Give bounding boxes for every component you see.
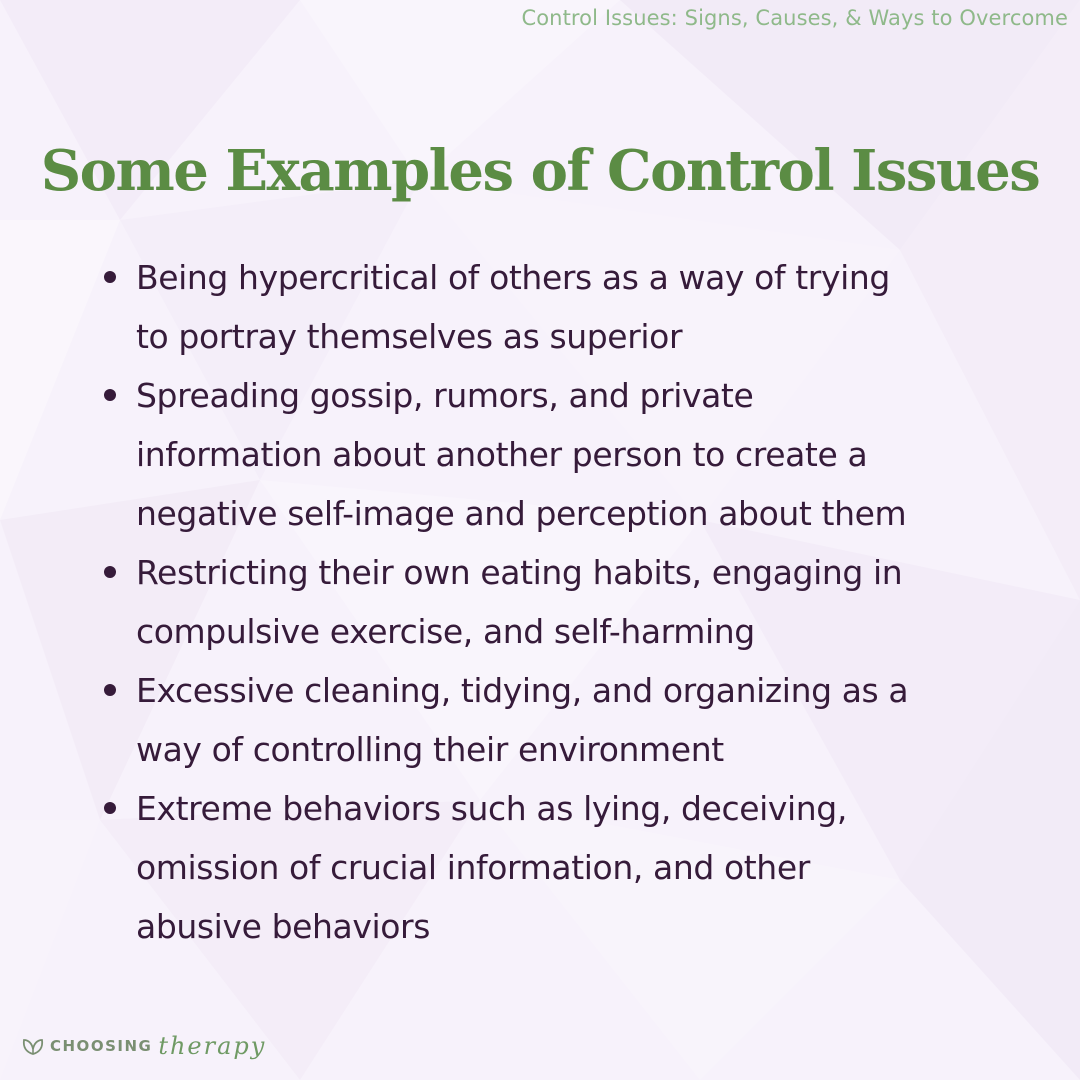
bullet-line: abusive behaviors xyxy=(136,907,431,946)
bullet-line: information about another person to create a xyxy=(136,435,868,474)
leaf-icon xyxy=(22,1036,44,1056)
bullet-line: Being hypercritical of others as a way of trying xyxy=(136,258,890,297)
bullet-item xyxy=(102,366,1042,543)
bullet-dot-icon xyxy=(104,389,116,401)
bullet-line: omission of crucial information, and other xyxy=(136,848,810,887)
bullet-line: Spreading gossip, rumors, and private xyxy=(136,376,754,415)
header-caption: Control Issues: Signs, Causes, & Ways to Overcome xyxy=(521,6,1068,30)
bullet-item xyxy=(102,779,1042,956)
bullet-line: way of controlling their environment xyxy=(136,730,724,769)
bullet-line: negative self-image and perception about them xyxy=(136,494,907,533)
page-title: Some Examples of Control Issues xyxy=(40,138,1040,204)
bullet-line: Extreme behaviors such as lying, deceiving, xyxy=(136,789,847,828)
bullet-dot-icon xyxy=(104,802,116,814)
bullet-line: compulsive exercise, and self-harming xyxy=(136,612,755,651)
brand-logo xyxy=(22,1032,266,1060)
bullet-line: to portray themselves as superior xyxy=(136,317,683,356)
bullet-line: Excessive cleaning, tidying, and organizing as a xyxy=(136,671,909,710)
bullet-dot-icon xyxy=(104,271,116,283)
bullet-dot-icon xyxy=(104,684,116,696)
bullet-item xyxy=(102,543,1042,661)
bullet-line: Restricting their own eating habits, engaging in xyxy=(136,553,903,592)
bullet-list xyxy=(102,248,1042,956)
bullet-item xyxy=(102,248,1042,366)
brand-word-therapy: therapy xyxy=(158,1032,267,1060)
bullet-dot-icon xyxy=(104,566,116,578)
brand-word-choosing: CHOOSING xyxy=(50,1037,153,1055)
bullet-item xyxy=(102,661,1042,779)
